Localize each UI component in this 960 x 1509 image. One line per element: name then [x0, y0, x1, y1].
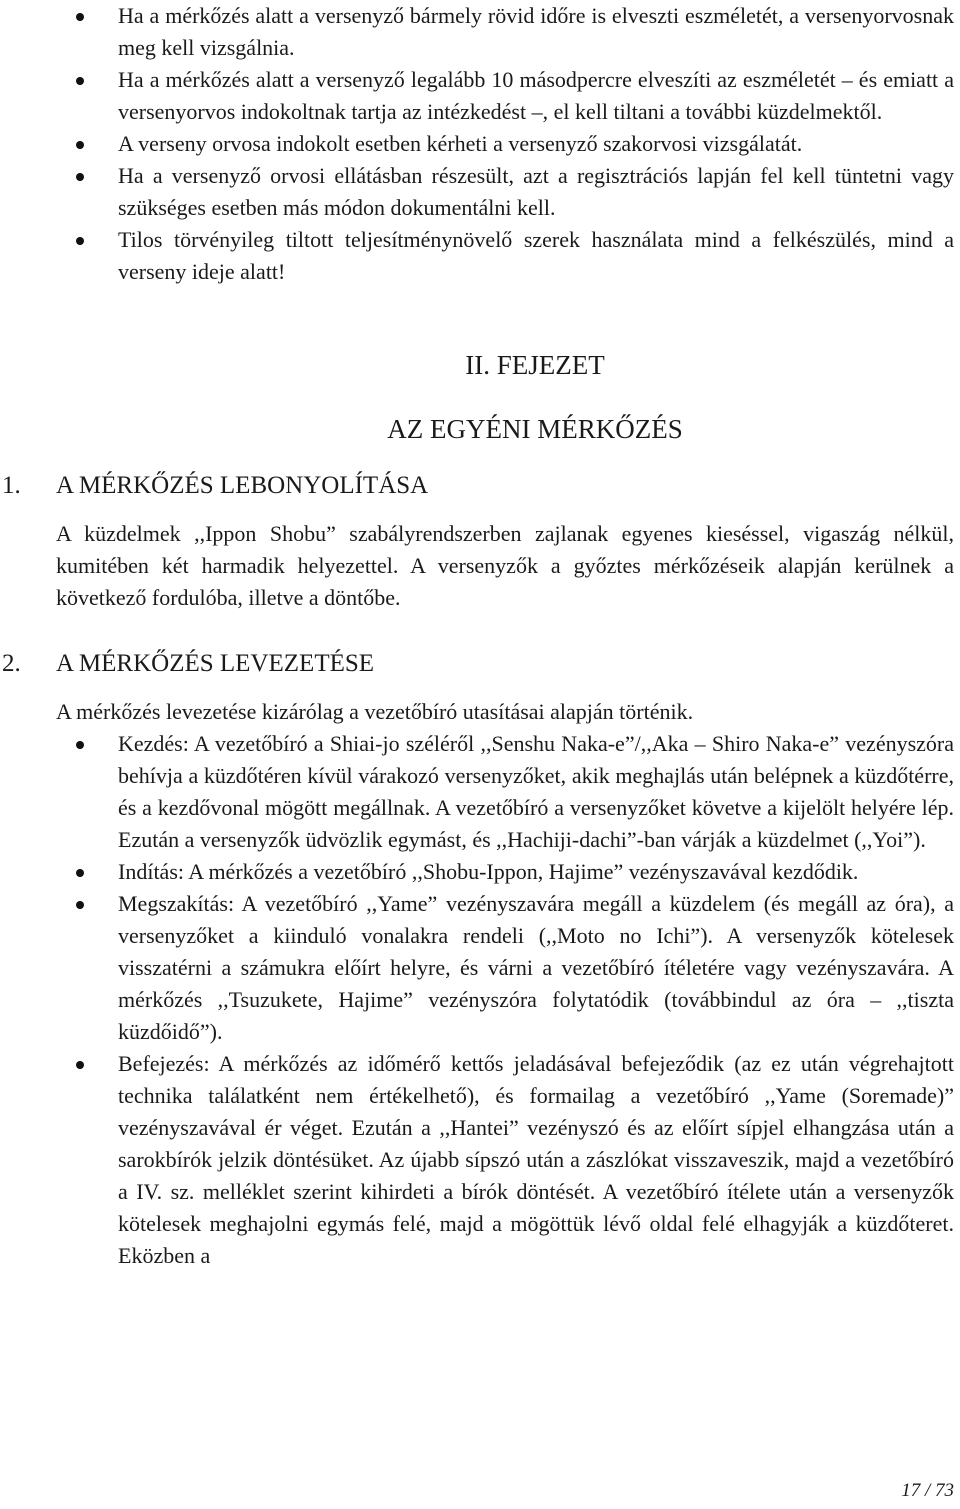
document-page — [2, 0, 954, 1272]
chapter-title: AZ EGYÉNI MÉRKŐZÉS — [387, 414, 683, 444]
page-number: 17 / 73 — [901, 1480, 954, 1501]
list-item-text: Ha a versenyző orvosi ellátásban részesült, azt a regisztrációs lapján fel kell tüntetni vagy szükséges esetben más módon dokumentálni kell. — [118, 163, 954, 220]
list-item-text: Kezdés: A vezetőbíró a Shiai-jo széléről ,,Senshu Naka-e”/,,Aka – Shiro Naka-e” vezényszóra behívja a küzdőtéren kívül várakozó versenyzőket, akik meghajlás után belépnek a küzdőtérre, és a kezdővonal mögött megállnak. A vezetőbíró a versenyzőket követve a kijelölt helyére lép. Ezután a versenyzők üdvözlik egymást, és ,,Hachiji-dachi”-ban várják a küzdelmet (,,Yoi”). — [118, 731, 954, 852]
section-heading-1 — [2, 470, 954, 502]
list-item — [56, 128, 954, 160]
section-number: 2. — [2, 650, 21, 677]
section-paragraph: A küzdelmek ,,Ippon Shobu” szabályrendszerben zajlanak egyenes kieséssel, vigaszág nélkül, kumitében két harmadik helyezettel. A versenyzők a győztes mérkőzéseik alapján kerülnek a következő fordulóba, illetve a döntőbe. — [56, 521, 954, 610]
bullet-icon — [76, 1061, 84, 1069]
top-bullet-list — [56, 0, 954, 288]
list-item-text: Ha a mérkőzés alatt a versenyző legalább 10 másodpercre elveszíti az eszméletét – és emiatt a versenyorvos indokoltnak tartja az intézkedést –, el kell tiltani a további küzdelmektől. — [118, 67, 954, 124]
list-item-text: Befejezés: A mérkőzés az időmérő kettős jeladásával befejeződik (az ez után végrehajtott technika találatként nem értékelhető), és formailag a vezetőbíró ,,Yame (Soremade)” vezényszavával ér véget. Ezután a ,,Hantei” vezényszó és az előírt sípjel elhangzása után a sarokbírók jelzik döntésüket. Az újabb sípszó után a zászlókat visszaveszik, majd a vezetőbíró a IV. sz. melléklet szerint kihirdeti a bírók döntését. A vezetőbíró ítélete után a versenyzők kötelesek meghajolni egymás felé, majd a mögöttük lévő oldal felé elhagyják a küzdőteret. Eközben a — [118, 1051, 954, 1268]
section-paragraph: A mérkőzés levezetése kizárólag a vezetőbíró utasításai alapján történik. — [56, 699, 694, 724]
list-item — [56, 224, 954, 288]
list-item — [56, 728, 954, 856]
list-item-text: Indítás: A mérkőzés a vezetőbíró ,,Shobu-Ippon, Hajime” vezényszavával kezdődik. — [118, 859, 859, 884]
section-number: 1. — [2, 472, 21, 499]
bullet-icon — [76, 141, 84, 149]
list-item — [56, 64, 954, 128]
bullet-icon — [76, 173, 84, 181]
chapter-number: II. FEJEZET — [465, 350, 605, 380]
list-item — [56, 1048, 954, 1272]
list-item-text: Megszakítás: A vezetőbíró ,,Yame” vezényszavára megáll a küzdelem (és megáll az óra), a versenyzőket a kiinduló vonalakra rendeli (,,Moto no Ichi”). A versenyzők kötelesek visszatérni a számukra előírt helyre, és várni a vezetőbíró ítéletére vagy vezényszavára. A mérkőzés ,,Tsuzukete, Hajime” vezényszóra folytatódik (továbbindul az óra – ,,tiszta küzdőidő”). — [118, 891, 954, 1044]
list-item-text: Tilos törvényileg tiltott teljesítménynövelő szerek használata mind a felkészülés, mind a verseny ideje alatt! — [118, 227, 954, 284]
bullet-icon — [76, 869, 84, 877]
steps-bullet-list — [56, 728, 954, 1272]
list-item-text: Ha a mérkőzés alatt a versenyző bármely rövid időre is elveszti eszméletét, a versenyorvosnak meg kell vizsgálnia. — [118, 3, 954, 60]
section-title: A MÉRKŐZÉS LEBONYOLÍTÁSA — [56, 472, 429, 499]
section-title: A MÉRKŐZÉS LEVEZETÉSE — [56, 650, 375, 677]
bullet-icon — [76, 741, 84, 749]
section-heading-2 — [2, 648, 954, 680]
list-item-text: A verseny orvosa indokolt esetben kérheti a versenyző szakorvosi vizsgálatát. — [118, 131, 803, 156]
bullet-icon — [76, 237, 84, 245]
bullet-icon — [76, 901, 84, 909]
bullet-icon — [76, 13, 84, 21]
list-item — [56, 888, 954, 1048]
list-item — [56, 0, 954, 64]
list-item — [56, 856, 954, 888]
list-item — [56, 160, 954, 224]
bullet-icon — [76, 77, 84, 85]
